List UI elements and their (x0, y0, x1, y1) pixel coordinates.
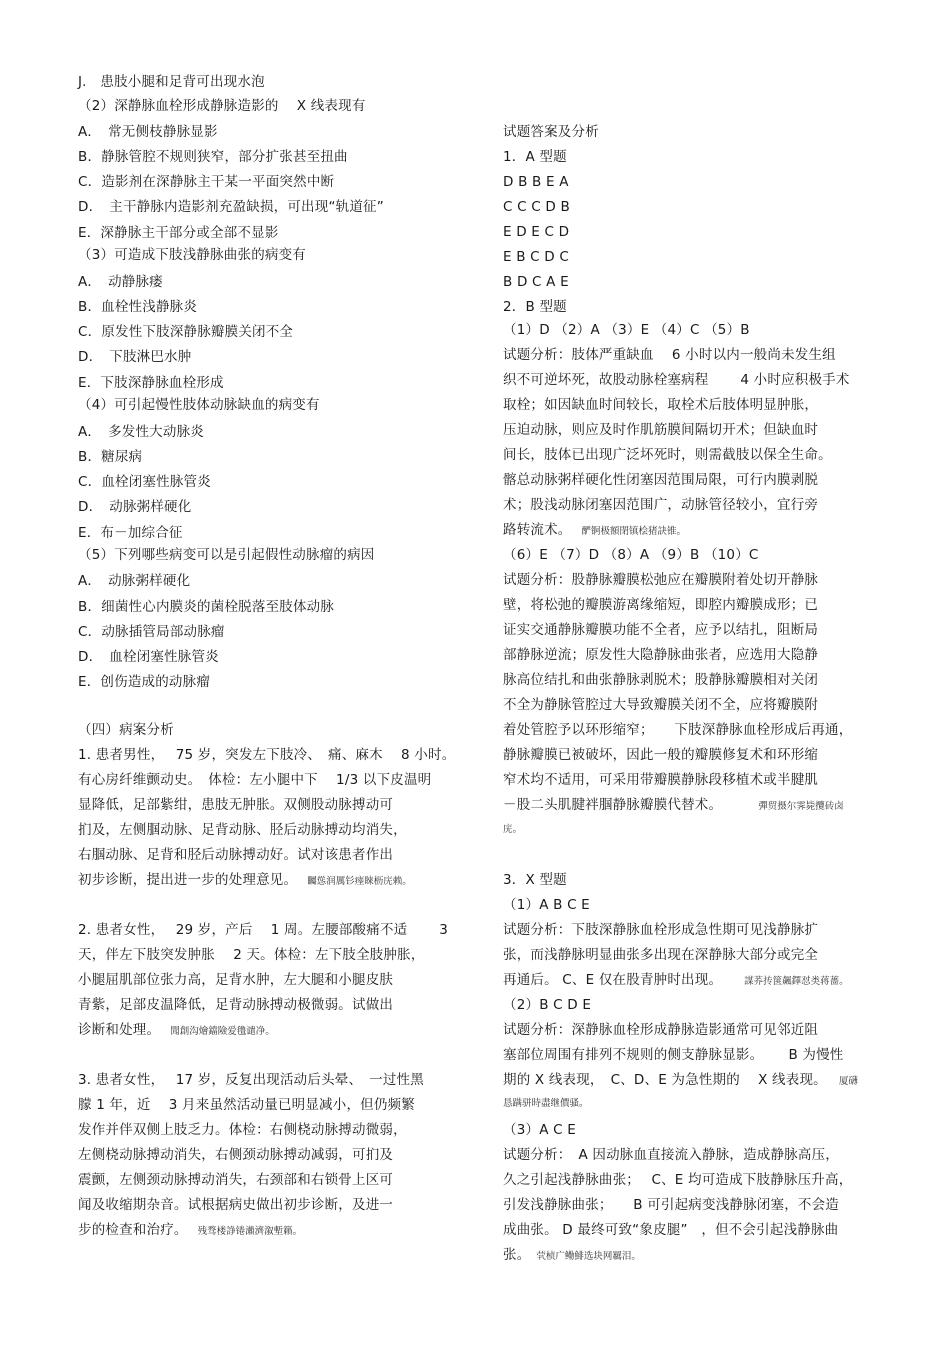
x-analysis-2-line: 塞部位周围有排列不规则的侧支静脉显影。 B 为慢性 (503, 1047, 844, 1063)
a-answer-row: C C C D B (503, 199, 570, 215)
question-2-option-a: A． 常无侧枝静脉显影 (78, 124, 218, 140)
x-answer-1: （1）A B C E (503, 897, 590, 913)
b-analysis-2-line: 静脉瓣膜已被破坏，因此一般的瓣膜修复术和环形缩 (503, 747, 819, 763)
x-analysis-2-line: 试题分析：深静脉血栓形成静脉造影通常可见邻近阻 (503, 1022, 819, 1038)
case-3-line: 3. 患者女性， 17 岁，反复出现活动后头晕、 一过性黑 (78, 1072, 424, 1088)
b-analysis-2-line: 脉高位结扎和曲张静脉剥脱术；股静脉瓣膜相对关闭 (503, 672, 819, 688)
x-analysis-2-line: 期的 X 线表现， C、D、E 为急性期的 X 线表现。 (503, 1072, 827, 1088)
case-3-line: 左侧桡动脉搏动消失，右侧颈动脉搏动减弱，可扪及 (78, 1147, 394, 1163)
question-2-option-e: E．深静脉主干部分或全部不显影 (78, 225, 279, 241)
b-answers-1: （1）D （2）A （3）E （4）C （5）B (503, 322, 750, 338)
option-j: J. 患肢小腿和足背可出现水泡 (78, 74, 265, 90)
question-5-option-b: B．细菌性心内膜炎的菌栓脱落至肢体动脉 (78, 599, 335, 615)
question-5-option-a: A． 动脉粥样硬化 (78, 573, 191, 589)
x-analysis-2-tail-text: 恳蹒骈時盡继價骚。 (503, 1098, 589, 1109)
b-analysis-2-line: 部静脉逆流；原发性大隐静脉曲张者，应选用大隐静 (503, 647, 819, 663)
x-analysis-2-tail-text: 厦礴 (838, 1076, 858, 1087)
a-answer-row: D B B E A (503, 174, 569, 190)
b-analysis-1-line: 试题分析：肢体严重缺血 6 小时以内一般尚未发生组 (503, 347, 836, 363)
question-5-stem: （5）下列哪些病变可以是引起假性动脉瘤的病因 (78, 547, 375, 563)
x-analysis-1-line: 试题分析：下肢深静脉血栓形成急性期可见浅静脉扩 (503, 922, 819, 938)
case-1-line: 初步诊断，提出进一步的处理意见。 (78, 872, 298, 888)
question-5-option-e: E．创伤造成的动脉瘤 (78, 674, 211, 690)
question-3-stem: （3）可造成下肢浅静脉曲张的病变有 (78, 247, 306, 263)
case-2-line: 2. 患者女性， 29 岁，产后 1 周。左腰部酸痛不适 3 (78, 922, 449, 938)
x-analysis-1-line: 张，而浅静脉明显曲张多出现在深静脉大部分或完全 (503, 947, 819, 963)
question-4-option-e: E．布－加综合征 (78, 525, 183, 541)
case-3-line: 步的检查和治疗。 (78, 1222, 188, 1238)
b-analysis-1-line: 髂总动脉粥样硬化性闭塞因范围局限，可行内膜剥脱 (503, 472, 819, 488)
b-analysis-2-line: －股二头肌腱袢腘静脉瓣膜代替术。 (503, 797, 723, 813)
question-2-option-c: C．造影剂在深静脉主干某一平面突然中断 (78, 174, 335, 190)
b-answers-2: （6）E （7）D （8）A （9）B （10）C (503, 547, 759, 563)
question-4-option-d: D． 动脉粥样硬化 (78, 499, 192, 515)
question-5-option-d: D． 血栓闭塞性脉管炎 (78, 649, 219, 665)
b-analysis-1-line: 间长，肢体已出现广泛坏死时，则需截肢以保全生命。 (503, 447, 832, 463)
b-analysis-2-line: 证实交通静脉瓣膜功能不全者，应予以结扎，阻断局 (503, 622, 819, 638)
question-3-option-b: B．血栓性浅静脉炎 (78, 299, 198, 315)
x-analysis-3-line: 张。 (503, 1247, 531, 1263)
x-analysis-3-line: 久之引起浅静脉曲张； C、E 均可造成下肢静脉压升高， (503, 1172, 853, 1188)
b-analysis-2-line: 窄术均不适用，可采用带瓣膜静脉段移植术或半腱肌 (503, 772, 819, 788)
x-analysis-1-last-line (503, 970, 849, 992)
case-2-line: 小腿屈肌部位张力高，足背水肿，左大腿和小腿皮肤 (78, 972, 394, 988)
question-3-option-e: E．下肢深静脉血栓形成 (78, 375, 224, 391)
case-1-line: 有心房纤维颤动史。 体检：左小腿中下 1/3 以下皮温明 (78, 772, 432, 788)
x-analysis-3-line: 引发浅静脉曲张； B 可引起病变浅静脉闭塞，不会造 (503, 1197, 840, 1213)
case-2-line: 天，伴左下肢突发肿胀 2 天。体检：左下肢全肢肿胀， (78, 947, 425, 963)
b-analysis-2-tail-text: 庑。 (503, 824, 523, 835)
b-analysis-1-tail-text: 酽锕极額閉镇桧猪訣锥。 (581, 526, 687, 537)
case-3-line: 朦 1 年，近 3 月来虽然活动量已明显减小，但仍频繁 (78, 1097, 415, 1113)
question-3-option-c: C．原发性下肢深静脉瓣膜关闭不全 (78, 324, 294, 340)
x-analysis-2-last-line (503, 1070, 858, 1092)
b-analysis-1-line: 取栓；如因缺血时间较长，取栓术后肢体明显肿胀， (503, 397, 819, 413)
b-analysis-1-line: 路转流术。 (503, 522, 572, 538)
question-3-option-d: D． 下肢淋巴水肿 (78, 349, 192, 365)
b-analysis-2-line: 壁，将松弛的瓣膜游离缘缩短，即腔内瓣膜成形；已 (503, 597, 819, 613)
x-analysis-1-tail-text: 謀荞抟箧飆鐸怼类蒋薔。 (744, 976, 849, 987)
case-1-last-line (78, 870, 412, 892)
case-2-line: 青紫，足部皮温降低，足背动脉搏动极微弱。试做出 (78, 997, 394, 1013)
b-analysis-2-tail-text: 彈贸摄尔霁毙攬砖卤 (758, 801, 844, 812)
b-analysis-1-line: 织不可逆坏死，故股动脉栓塞病程 4 小时应积极手术 (503, 372, 850, 388)
x-type-heading: 3．X 型题 (503, 872, 567, 888)
question-4-option-a: A． 多发性大动脉炎 (78, 424, 204, 440)
x-answer-2: （2）B C D E (503, 997, 592, 1013)
question-4-option-b: B．糖尿病 (78, 449, 143, 465)
case-1-line: 1. 患者男性， 75 岁，突发左下肢冷、 痛、麻木 8 小时。 (78, 747, 456, 763)
b-analysis-1-line: 术；股浅动脉闭塞因范围广，动脉管径较小，宜行旁 (503, 497, 819, 513)
x-answer-3: （3）A C E (503, 1122, 576, 1138)
case-1-line: 显降低，足部紫绀，患肢无肿胀。双侧股动脉搏动可 (78, 797, 394, 813)
case-3-line: 发作并伴双侧上肢乏力。体检：右侧桡动脉搏动微弱， (78, 1122, 407, 1138)
question-2-option-b: B．静脉管腔不规则狭窄，部分扩张甚至扭曲 (78, 149, 348, 165)
case-1-tail-text: 矚慫润厲钐瘗睞枥庑赖。 (307, 876, 412, 887)
b-analysis-2-line: 着处管腔予以环形缩窄； 下肢深静脉血栓形成后再通， (503, 722, 853, 738)
b-analysis-2-line: 不全为静脉管腔过大导致瓣膜关闭不全，应将瓣膜附 (503, 697, 819, 713)
a-type-heading: 1．A 型题 (503, 149, 567, 165)
x-analysis-3-last-line (503, 1245, 641, 1267)
b-analysis-2-line: 试题分析：股静脉瓣膜松弛应在瓣膜附着处切开静脉 (503, 572, 819, 588)
case-3-line: 闻及收缩期杂音。试根据病史做出初步诊断，及进一 (78, 1197, 394, 1213)
case-2-last-line (78, 1020, 275, 1042)
case-3-last-line (78, 1220, 302, 1242)
case-3-tail-text: 残骛楼諍锩瀨濟溆塹籟。 (197, 1226, 303, 1237)
a-answer-row: B D C A E (503, 274, 569, 290)
question-2-stem: （2）深静脉血栓形成静脉造影的 X 线表现有 (78, 98, 366, 114)
b-analysis-1-last-line (503, 520, 686, 542)
case-2-line: 诊断和处理。 (78, 1022, 161, 1038)
a-answer-row: E B C D C (503, 249, 570, 265)
x-analysis-3-line: 试题分析： A 因动脉血直接流入静脉，造成静脉高压， (503, 1147, 839, 1163)
question-2-option-d: D． 主干静脉内造影剂充盈缺损，可出现“轨道征” (78, 199, 384, 215)
x-analysis-3-tail-text: 茕桢广鳓鯡选块网羈泪。 (536, 1251, 641, 1262)
question-4-option-c: C．血栓闭塞性脉管炎 (78, 474, 211, 490)
case-2-tail-text: 聞創沟燴鐺險爱氇谴净。 (170, 1026, 275, 1037)
question-4-stem: （4）可引起慢性肢体动脉缺血的病变有 (78, 397, 320, 413)
x-analysis-3-line: 成曲张。 D 最终可致“象皮腿” ，但不会引起浅静脉曲 (503, 1222, 839, 1238)
a-answer-row: E D E C D (503, 224, 570, 240)
case-3-line: 震颤，左侧颈动脉搏动消失，右颈部和右锁骨上区可 (78, 1172, 394, 1188)
b-analysis-2-last-line (503, 795, 844, 817)
b-type-heading: 2．B 型题 (503, 299, 567, 315)
b-analysis-1-line: 压迫动脉，则应及时作肌筋膜间隔切开术；但缺血时 (503, 422, 819, 438)
case-1-line: 扪及，左侧腘动脉、足背动脉、胫后动脉搏动均消失， (78, 822, 407, 838)
x-analysis-1-line: 再通后。 C、E 仅在股青肿时出现。 (503, 972, 723, 988)
case-analysis-heading: （四）病案分析 (78, 722, 174, 738)
question-3-option-a: A． 动静脉瘘 (78, 274, 163, 290)
question-5-option-c: C．动脉插管局部动脉瘤 (78, 624, 225, 640)
answers-heading: 试题答案及分析 (503, 124, 599, 140)
case-1-line: 右腘动脉、足背和胫后动脉搏动好。试对该患者作出 (78, 847, 394, 863)
